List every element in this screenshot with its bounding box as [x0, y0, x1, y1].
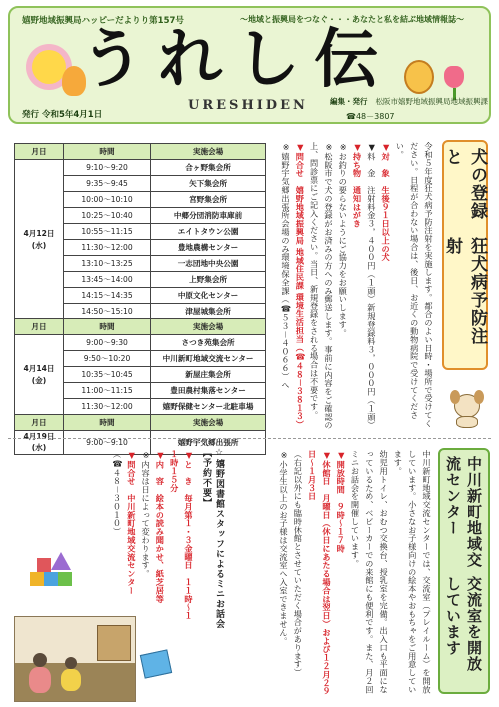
dog-fee: ▼料 金 注射料金３，４００円（１頭）新規登録料３，０００円（１頭）	[366, 142, 377, 430]
dog-article-body	[280, 142, 436, 432]
playroom-photo	[14, 616, 136, 702]
schedule-time: 14:15～14:35	[63, 288, 150, 304]
center-facilities: 幼児用トイレ、おむつ交換台、授乳室を完備。出入口も平面になっているため、ベビーカーでの来館にも便利です。また、月２回ミニお話会を開催しています。	[350, 450, 390, 694]
col-header-time: 時間	[63, 319, 150, 335]
schedule-time: 9:00～9:30	[63, 335, 150, 351]
dog-target: ▼対 象 生後９１日以上の犬	[381, 142, 392, 262]
dog-items: ▼持ち物 通知はがき	[352, 142, 363, 228]
schedule-place: 上野集会所	[151, 272, 266, 288]
schedule-place: 中川新町地域交流センター	[151, 351, 266, 367]
center-article-title: 中川新町地域交流センター 交流室を開放しています	[438, 448, 490, 694]
story-contact: ▼問合せ 中川新町地域交流センター	[126, 450, 137, 595]
tagline: ～地域と振興局をつなぐ・・・あなたと私を結ぶ地域情報誌～	[240, 15, 464, 24]
schedule-time: 13:45～14:00	[63, 272, 150, 288]
schedule-day: 4月14日 (金)	[15, 335, 64, 415]
col-header-place: 実施会場	[151, 144, 266, 160]
schedule-time: 11:30～12:00	[63, 240, 150, 256]
schedule-place: 嬉野宇気郷出張所	[151, 431, 266, 455]
col-header-date: 月日	[15, 144, 64, 160]
story-article-title: ☆嬉野図書館スタッフによるミニお話会【予約不要】	[201, 448, 224, 629]
center-closed: ▼休館日 月曜日（休日にあたる場合は翌日）および１２月２９日～１月３日	[307, 450, 332, 696]
center-intro: 中川新町地域交流センターでは、交流室（プレイルーム）を開放しています。小さなお子様向けの絵本やおもちゃをご用意しています。	[393, 450, 432, 694]
col-header-time: 時間	[63, 144, 150, 160]
col-header-date: 月日	[15, 319, 64, 335]
publish-date: 発行 令和5年4月1日	[22, 110, 103, 120]
schedule-place: 嬉野保健センター北駐車場	[151, 399, 266, 415]
schedule-place: 矢下集会所	[151, 176, 266, 192]
col-header-place: 実施会場	[151, 415, 266, 431]
schedule-time: 9:50～10:20	[63, 351, 150, 367]
table-row	[15, 160, 266, 176]
schedule-place: エイトタウン公園	[151, 224, 266, 240]
col-header-date: 月日	[15, 415, 64, 431]
schedule-time: 10:00～10:10	[63, 192, 150, 208]
schedule-place: 豊地農構センター	[151, 240, 266, 256]
schedule-place: 一志団地中央公園	[151, 256, 266, 272]
picture-book-icon	[140, 649, 172, 678]
story-content: ▼内 容 絵本の読み聞かせ、紙芝居等	[155, 450, 166, 603]
schedule-place: 津屋城集会所	[151, 304, 266, 320]
schedule-time: 11:00～11:15	[63, 383, 150, 399]
publisher-name: 松阪市嬉野地域振興局地域振興課	[375, 97, 488, 106]
table-row	[15, 335, 266, 351]
schedule-table-2	[14, 318, 266, 415]
dog-note-mail: ※松阪市で犬の登録がお済みの方へのみ郵送します。事前に内容をご確認の上、問診票にご記入ください。当日、新規登録をされる場合は不要です。	[309, 142, 334, 430]
schedule-place: 合ヶ野集会所	[151, 160, 266, 176]
publisher-label: 編集・発行	[330, 97, 368, 106]
schedule-place: 豊田農村集落センター	[151, 383, 266, 399]
dog-illustration	[446, 388, 488, 428]
schedule-table-1	[14, 143, 266, 320]
story-content-note: ※内容は日によって変わります。	[141, 450, 152, 578]
center-hours: ▼開放時間 ９時～１７時	[336, 450, 347, 553]
schedule-time: 13:10～13:25	[63, 256, 150, 272]
schedule-time: 9:10～9:20	[63, 160, 150, 176]
issue-number: 嬉野地域振興局ハッピーだよりり第157号	[22, 16, 184, 26]
section-divider	[8, 438, 491, 439]
publisher	[330, 96, 488, 107]
center-age-note: ※小学生以上のお子様は交流室へ入室できません。	[279, 450, 290, 645]
center-article-body	[279, 450, 434, 700]
schedule-place: 中郷分団消防車庫前	[151, 208, 266, 224]
dog-intro: 令和５年度狂犬病予防注射を実施します。都合のよい日時・場所で受けてください。日程が合わない場合は、後日、お近くの動物病院で受けてください。	[395, 142, 434, 428]
story-when: ▼と き 毎月第１・３金曜日 １１時～１１時１５分	[169, 450, 194, 620]
publisher-phone: ☎48－3807	[346, 112, 395, 121]
dog-contact-note: ※嬉野宇気郷出張所会場のみ環境保全課（☎５３－４０６６）へ	[281, 142, 292, 390]
mascot-right-icon	[404, 60, 434, 94]
story-no-reservation: 【予約不要】	[201, 448, 211, 508]
masthead	[8, 6, 491, 124]
schedule-time: 10:35～10:45	[63, 367, 150, 383]
newsletter-title: うれし伝	[80, 22, 392, 97]
schedule-day: 4月19日 (水)	[15, 431, 64, 455]
center-closed-note: （右記以外にも臨時休館とさせていただく場合があります）	[293, 450, 304, 677]
schedule-table-3	[14, 414, 266, 455]
schedule-place: 新屋庄集会所	[151, 367, 266, 383]
col-header-place: 実施会場	[151, 319, 266, 335]
schedule-day: 4月12日 (水)	[15, 160, 64, 320]
dog-note-change: ※お釣りの要らないようにご協力をお願いします。	[338, 142, 349, 337]
schedule-time: 9:00～9:10	[63, 431, 150, 455]
col-header-time: 時間	[63, 415, 150, 431]
tulip-right-icon	[444, 66, 464, 88]
schedule-time: 14:50～15:10	[63, 304, 150, 320]
schedule-place: さつき苑集会所	[151, 335, 266, 351]
dog-article-title: 犬の登録と 狂犬病予防注射	[442, 140, 488, 370]
schedule-time: 11:30～12:00	[63, 399, 150, 415]
schedule-time: 10:55～11:15	[63, 224, 150, 240]
dog-contact: ▼問合せ 嬉野地域振興局 地域住民課 環境生活担当（☎４８－３８１３）	[295, 142, 306, 429]
newsletter-roman-title: URESHIDEN	[188, 98, 308, 113]
story-contact-phone: （☎４８－３０１０）	[112, 450, 123, 536]
flower-left-icon	[32, 50, 66, 84]
schedule-time: 10:25～10:40	[63, 208, 150, 224]
schedule-place: 中原文化センター	[151, 288, 266, 304]
schedule-place: 宮野集会所	[151, 192, 266, 208]
schedule-time: 9:35～9:45	[63, 176, 150, 192]
story-article-body	[96, 450, 196, 620]
